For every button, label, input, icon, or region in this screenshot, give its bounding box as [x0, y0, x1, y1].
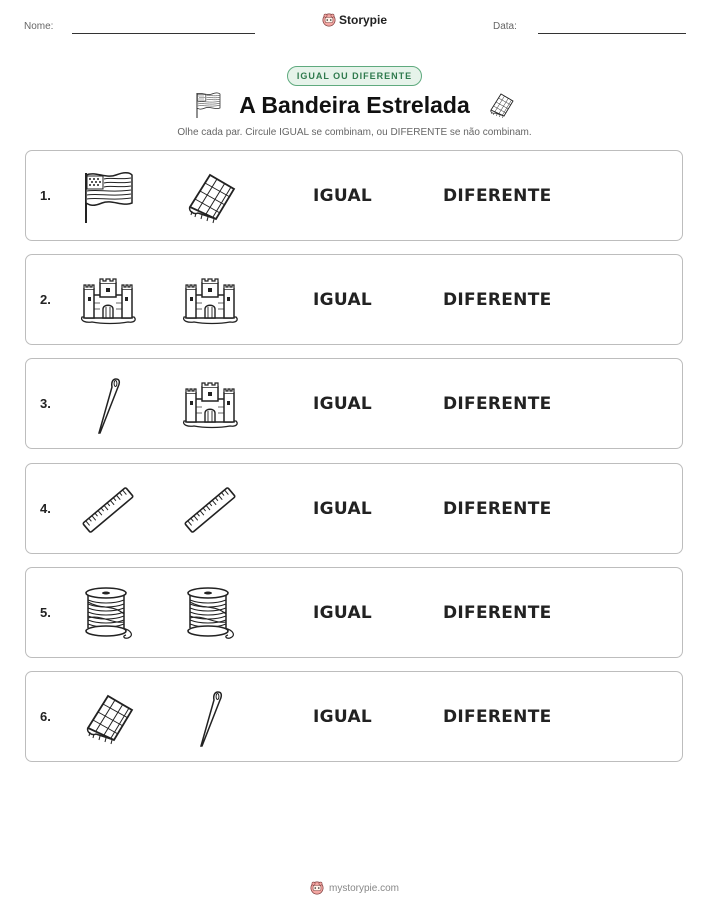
activity-type-badge — [0, 66, 709, 86]
badge-text: IGUAL OU DIFERENTE — [287, 66, 422, 86]
question-card — [25, 150, 683, 241]
thread-spool-icon — [180, 584, 240, 644]
igual-option[interactable]: IGUAL — [313, 394, 373, 414]
question-card — [25, 254, 683, 345]
question-card — [25, 671, 683, 762]
instructions: Olhe cada par. Circule IGUAL se combinam, ou DIFERENTE se não combinam. — [177, 127, 532, 138]
flag-icon — [78, 167, 138, 227]
name-label: Nome: — [24, 21, 54, 32]
igual-option[interactable]: IGUAL — [313, 499, 373, 519]
castle-icon — [180, 271, 240, 331]
igual-option[interactable]: IGUAL — [313, 603, 373, 623]
name-field-line[interactable] — [72, 33, 255, 34]
diferente-option[interactable]: DIFERENTE — [443, 290, 552, 310]
quilt-icon — [78, 688, 138, 748]
igual-option[interactable]: IGUAL — [313, 707, 373, 727]
brand-logo — [0, 13, 709, 30]
quilt-icon — [486, 90, 516, 120]
castle-icon — [78, 271, 138, 331]
flag-icon — [193, 90, 223, 120]
castle-icon — [180, 375, 240, 435]
question-card — [25, 463, 683, 554]
date-field-line[interactable] — [538, 33, 686, 34]
igual-option[interactable]: IGUAL — [313, 290, 373, 310]
date-label: Data: — [493, 21, 517, 32]
diferente-option[interactable]: DIFERENTE — [443, 707, 552, 727]
ruler-icon — [78, 480, 138, 540]
footer-url: mystorypie.com — [328, 882, 399, 894]
needle-icon — [78, 375, 138, 435]
quilt-icon — [180, 167, 240, 227]
thread-spool-icon — [78, 584, 138, 644]
question-card — [25, 358, 683, 449]
footer — [0, 881, 709, 898]
question-number: 4. — [40, 501, 51, 516]
question-number: 3. — [40, 396, 51, 411]
brand-name: Storypie — [338, 13, 387, 27]
question-card — [25, 567, 683, 658]
question-number: 1. — [40, 188, 51, 203]
storypie-mascot-icon — [322, 13, 336, 27]
page-title: A Bandeira Estrelada — [239, 91, 470, 118]
needle-icon — [180, 688, 240, 748]
question-number: 6. — [40, 709, 51, 724]
question-number: 5. — [40, 605, 51, 620]
storypie-mascot-icon — [310, 881, 324, 895]
ruler-icon — [180, 480, 240, 540]
diferente-option[interactable]: DIFERENTE — [443, 186, 552, 206]
question-number: 2. — [40, 292, 51, 307]
igual-option[interactable]: IGUAL — [313, 186, 373, 206]
diferente-option[interactable]: DIFERENTE — [443, 499, 552, 519]
diferente-option[interactable]: DIFERENTE — [443, 394, 552, 414]
worksheet-title — [0, 90, 709, 125]
diferente-option[interactable]: DIFERENTE — [443, 603, 552, 623]
